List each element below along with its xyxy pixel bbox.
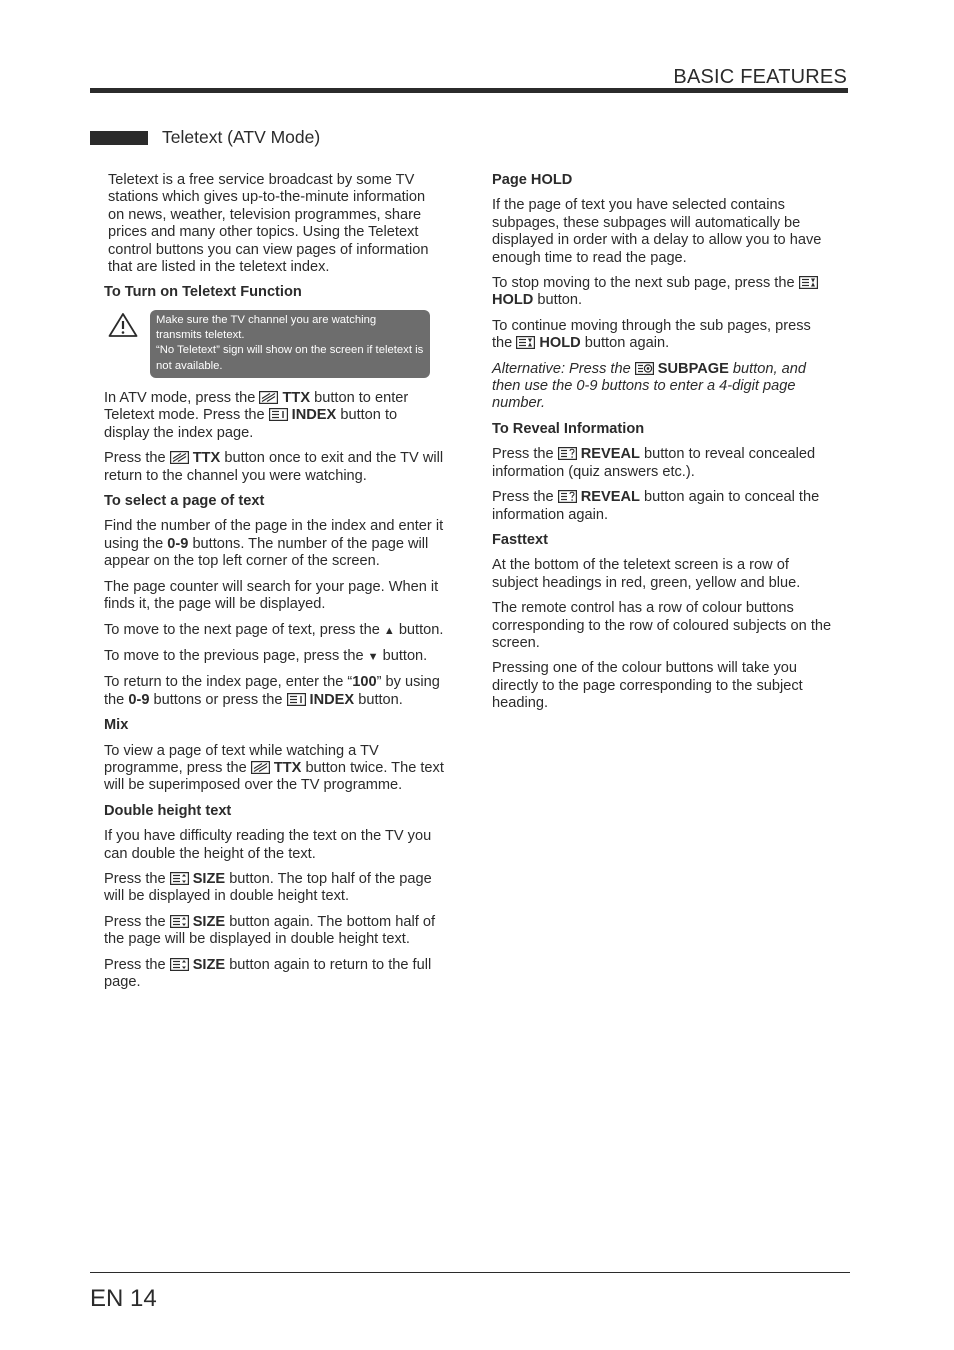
page-hold-heading: Page HOLD [492, 172, 573, 188]
size-label: SIZE [192, 956, 226, 973]
left-column [104, 172, 444, 999]
section-marker [90, 131, 148, 145]
ttx-icon [259, 391, 278, 404]
text: buttons or press the [149, 691, 287, 708]
turn-on-heading: To Turn on Teletext Function [104, 284, 302, 301]
ttx-label: TTX [282, 390, 311, 407]
paragraph [104, 914, 444, 949]
reveal-label: REVEAL [580, 446, 640, 463]
paragraph [104, 622, 444, 640]
paragraph: Pressing one of the colour buttons will take you directly to the page corresponding to the subject heading. [492, 660, 803, 712]
text: button to reveal concealed information (quiz answers etc.). [492, 446, 816, 480]
paragraph [492, 446, 834, 481]
text: Press the [104, 956, 170, 973]
page-number: EN 14 [90, 1285, 157, 1312]
text: button again. The bottom half of the page will be displayed in double height text. [104, 913, 436, 948]
text: To return to the index page, enter the “ [104, 674, 353, 691]
text: button to display the index page. [104, 407, 398, 441]
index-label: INDEX [291, 407, 337, 424]
index-icon [287, 693, 306, 706]
text: Find the number of the page in the index and enter it using the [104, 518, 444, 552]
ttx-icon [170, 451, 189, 464]
mix-heading: Mix [104, 717, 129, 734]
hold-icon [516, 336, 535, 349]
paragraph [492, 361, 834, 413]
paragraph: At the bottom of the teletext screen is a row of subject headings in red, green, yellow and blue. [492, 557, 801, 591]
intro-paragraph: Teletext is a free service broadcast by some TV stations which gives up-to-the-minute information on news, weather, television programmes, share prices and many other topics. Using the Teletext control buttons you can view pages of information that are listed in the teletext index. [108, 172, 429, 276]
ttx-icon [251, 761, 270, 774]
paragraph [492, 489, 834, 524]
text: To continue moving through the sub pages, press the [492, 317, 811, 352]
paragraph: If the page of text you have selected contains subpages, these subpages will automatically be displayed in order with a delay to allow you to have enough time to read the page. [492, 197, 822, 266]
text: To view a page of text while watching a TV programme, press the [104, 742, 379, 776]
double-height-heading: Double height text [104, 802, 232, 819]
note-line: “No Teletext” sign will show on the screen if teletext is not available. [156, 344, 424, 372]
reveal-icon [558, 447, 577, 460]
text: button again to return to the full page. [104, 956, 432, 990]
paragraph [492, 318, 834, 353]
index-icon [269, 408, 288, 421]
text: button, and then use the 0-9 buttons to enter a 4-digit page number. [492, 360, 806, 412]
paragraph [104, 390, 444, 442]
page-header-title: BASIC FEATURES [673, 66, 847, 88]
text: Press the [104, 870, 170, 887]
text: button. [533, 292, 583, 309]
paragraph [104, 871, 444, 906]
paragraph: The remote control has a row of colour buttons corresponding to the row of coloured subjects on the screen. [492, 600, 832, 651]
header-rule [90, 88, 848, 93]
paragraph: If you have difficulty reading the text on the TV you can double the height of the text. [104, 828, 432, 862]
size-label: SIZE [192, 913, 226, 930]
note-line: Make sure the TV channel you are watching transmits teletext. [156, 313, 377, 342]
ttx-label: TTX [273, 759, 302, 776]
select-page-heading: To select a page of text [104, 493, 265, 510]
up-triangle-icon: ▲ [383, 624, 395, 637]
paragraph [104, 674, 444, 709]
text: button to enter Teletext mode. Press the [104, 390, 409, 424]
text: Alternative: Press the [492, 360, 635, 377]
keys-label: 0-9 [167, 535, 189, 552]
right-column [492, 172, 834, 721]
hold-label: HOLD [492, 292, 534, 309]
text: button. [378, 647, 428, 664]
text: To move to the previous page, press the [104, 647, 368, 664]
warning-icon [108, 312, 138, 338]
text: button. [394, 621, 444, 638]
text: ” by using the [104, 674, 440, 708]
footer-rule [90, 1272, 850, 1273]
text: button once to exit and the TV will return to the channel you were watching. [104, 450, 444, 484]
text: Press the [104, 450, 170, 467]
size-icon [170, 958, 189, 971]
text: button again. [580, 335, 670, 352]
down-triangle-icon: ▼ [367, 650, 379, 663]
paragraph [104, 450, 444, 485]
text: buttons. The number of the page will appear on the top left corner of the screen. [104, 535, 429, 570]
paragraph [104, 957, 444, 992]
text: button twice. The text will be superimposed over the TV programme. [104, 759, 444, 794]
paragraph [104, 648, 444, 666]
paragraph [104, 743, 444, 795]
reveal-heading: To Reveal Information [492, 420, 645, 437]
subpage-label: SUBPAGE [657, 360, 729, 377]
hold-icon [799, 276, 818, 289]
fasttext-heading: Fasttext [492, 531, 548, 548]
text: button again to conceal the information again. [492, 489, 820, 523]
text: button. The top half of the page will be displayed in double height text. [104, 870, 432, 905]
reveal-icon [558, 490, 577, 503]
paragraph: The page counter will search for your page. When it finds it, the page will be displayed. [104, 578, 439, 613]
hold-label: HOLD [539, 335, 581, 352]
text: In ATV mode, press the [104, 390, 260, 407]
text: To move to the next page of text, press the [104, 621, 384, 638]
note-box [150, 310, 430, 378]
text: button. [354, 691, 403, 708]
subpage-icon [635, 362, 654, 375]
index-label: INDEX [309, 691, 355, 708]
paragraph [492, 275, 834, 310]
size-icon [170, 915, 189, 928]
text: Press the [492, 446, 558, 463]
size-icon [170, 872, 189, 885]
section-title: Teletext (ATV Mode) [162, 127, 321, 147]
keys-label: 0-9 [128, 691, 150, 708]
note [104, 310, 444, 378]
size-label: SIZE [192, 870, 226, 887]
text: Press the [492, 489, 558, 506]
paragraph [104, 518, 444, 570]
text: Press the [104, 913, 170, 930]
ttx-label: TTX [192, 450, 221, 467]
reveal-label: REVEAL [580, 489, 640, 506]
text: To stop moving to the next sub page, press the [492, 275, 799, 292]
index-number: 100 [352, 674, 377, 691]
